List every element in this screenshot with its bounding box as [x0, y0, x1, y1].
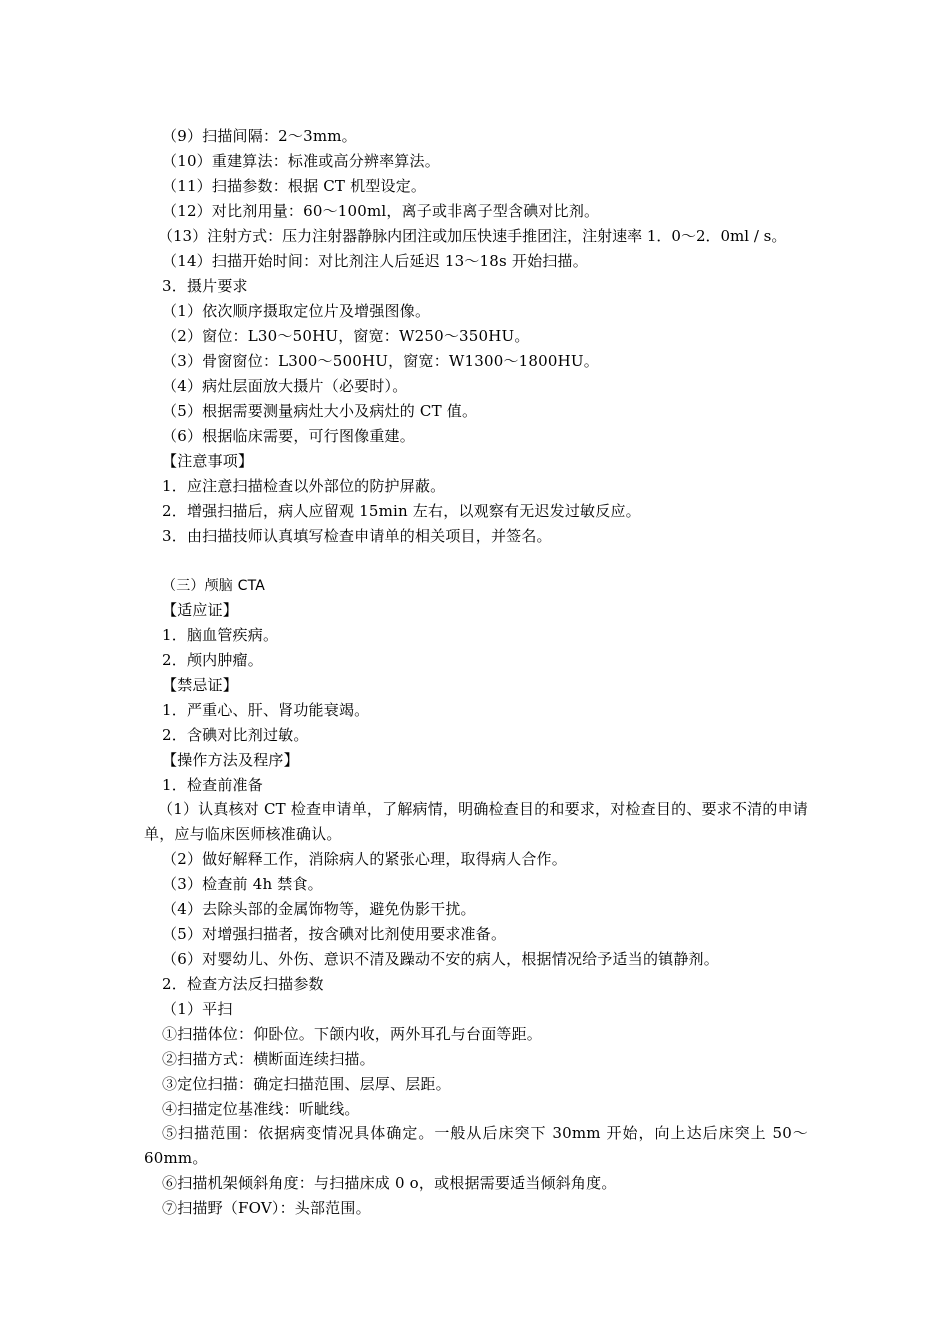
text-line: 1．检查前准备 [162, 776, 263, 794]
text-line: ⑦扫描野（FOV）：头部范围。 [162, 1199, 371, 1217]
text-line: （11）扫描参数：根据 CT 机型设定。 [162, 177, 427, 195]
text-line: （2）做好解释工作，消除病人的紧张心理，取得病人合作。 [162, 850, 567, 868]
text-line: （1）平扫 [162, 1000, 233, 1018]
text-line: ③定位扫描：确定扫描范围、层厚、层距。 [162, 1075, 451, 1093]
text-line: （6）根据临床需要，可行图像重建。 [162, 427, 415, 445]
text-line: （12）对比剂用量：60～100ml，离子或非离子型含碘对比剂。 [162, 202, 600, 220]
text-line: ⑥扫描机架倾斜角度：与扫描床成 0 o，或根据需要适当倾斜角度。 [162, 1174, 617, 1192]
section-title: （三）颅脑 CTA [162, 578, 266, 594]
text-line: （1）依次顺序摄取定位片及增强图像。 [162, 302, 431, 320]
text-line: 2．检查方法反扫描参数 [162, 975, 324, 993]
text-line: （13）注射方式：压力注射器静脉内团注或加压快速手推团注，注射速率 1．0～2．0ml / s。 [158, 227, 787, 245]
section-heading: 【注意事项】 [162, 452, 254, 470]
text-line: 2．增强扫描后，病人应留观 15min 左右，以观察有无迟发过敏反应。 [162, 502, 641, 520]
text-line: （6）对婴幼儿、外伤、意识不清及躁动不安的病人，根据情况给予适当的镇静剂。 [162, 950, 719, 968]
text-line: （3）骨窗窗位：L300～500HU，窗宽：W1300～1800HU。 [162, 352, 599, 370]
text-line: ④扫描定位基准线：听眦线。 [162, 1100, 360, 1118]
text-line: （4）去除头部的金属饰物等，避免伪影干扰。 [162, 900, 476, 918]
paragraph: ⑤扫描范围：依据病变情况具体确定。一般从后床突下 30mm 开始，向上达后床突上 50～60mm。 [144, 1124, 808, 1167]
text-line: ②扫描方式：横断面连续扫描。 [162, 1050, 375, 1068]
section-heading: 【适应证】 [162, 601, 239, 619]
text-line: 1．严重心、肝、肾功能衰竭。 [162, 701, 370, 719]
text-line: （5）对增强扫描者，按含碘对比剂使用要求准备。 [162, 925, 507, 943]
text-line: 2．含碘对比剂过敏。 [162, 726, 309, 744]
section-heading: 【禁忌证】 [162, 676, 239, 694]
text-line: 3．由扫描技师认真填写检查申请单的相关项目，并签名。 [162, 527, 552, 545]
text-line: （9）扫描间隔：2～3mm。 [162, 127, 357, 145]
paragraph: （1）认真核对 CT 检查申请单，了解病情，明确检查目的和要求，对检查目的、要求不清的申请单，应与临床医师核准确认。 [144, 800, 808, 843]
text-line: （3）检查前 4h 禁食。 [162, 875, 323, 893]
text-line: （5）根据需要测量病灶大小及病灶的 CT 值。 [162, 402, 478, 420]
text-line: （14）扫描开始时间：对比剂注人后延迟 13～18s 开始扫描。 [162, 252, 588, 270]
section-heading: 3．摄片要求 [162, 277, 248, 295]
section-heading: 【操作方法及程序】 [162, 751, 299, 769]
text-line: 2．颅内肿瘤。 [162, 651, 263, 669]
text-line: （10）重建算法：标准或高分辨率算法。 [162, 152, 440, 170]
text-line: 1．脑血管疾病。 [162, 626, 279, 644]
text-line: 1．应注意扫描检查以外部位的防护屏蔽。 [162, 477, 446, 495]
text-line: ①扫描体位：仰卧位。下颌内收，两外耳孔与台面等距。 [162, 1025, 543, 1043]
text-line: （2）窗位：L30～50HU，窗宽：W250～350HU。 [162, 327, 530, 345]
text-line: （4）病灶层面放大摄片（必要时）。 [162, 377, 408, 395]
